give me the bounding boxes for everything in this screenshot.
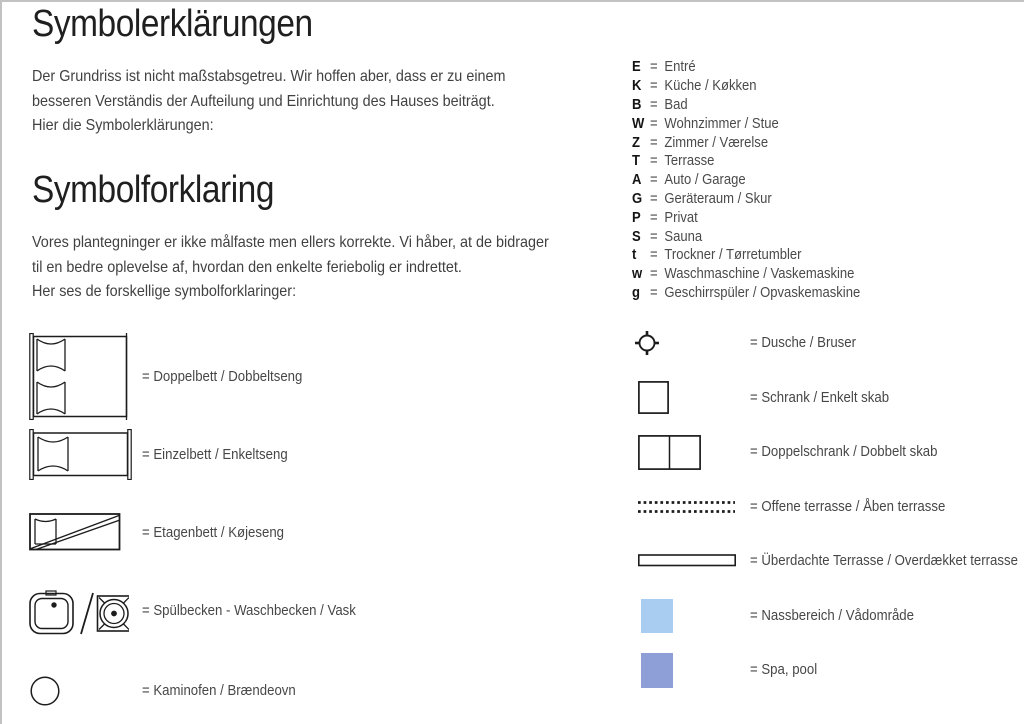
letter-key: E [632,59,641,76]
symbol-label: = Offene terrasse / Åben terrasse [750,498,946,515]
letter-key: P [632,209,641,226]
double-cabinet-icon [638,435,701,470]
equals-sign: = [650,134,658,151]
symbol-label: = Doppelbett / Dobbeltseng [142,368,303,385]
letter-key: K [632,78,642,95]
letter-key: S [632,228,641,245]
equals-sign: = [650,209,658,226]
single-bed-icon [29,429,132,480]
sink-washbasin-icon [29,588,129,638]
letter-definition: Bad [664,96,688,113]
german-intro-line: besseren Verständis der Aufteilung und Einrichtung des Hauses beiträgt. [32,92,495,110]
danish-intro-line: til en bedre oplevelse af, hvordan den enkelte feriebolig er indrettet. [32,258,462,276]
covered-terrace-icon [638,554,736,567]
symbol-label: = Dusche / Bruser [750,334,857,351]
german-intro [32,65,506,139]
letter-definition: Geräteraum / Skur [664,190,772,207]
letter-definition: Privat [664,209,698,226]
danish-intro-line: Her ses de forskellige symbolforklaringer: [32,283,297,300]
letter-key: t [632,247,637,264]
single-cabinet-icon [638,381,669,414]
symbol-label: = Nassbereich / Vådområde [750,607,914,624]
symbol-label: = Spülbecken - Waschbecken / Vask [142,602,356,619]
equals-sign: = [650,153,658,170]
equals-sign: = [650,247,658,264]
letter-key: g [632,284,640,301]
equals-sign: = [650,96,658,113]
letter-key: G [632,190,643,207]
symbol-label: = Spa, pool [750,661,818,678]
letter-definition: Auto / Garage [664,172,746,189]
double-bed-icon [29,333,130,420]
shower-icon [630,326,664,360]
symbol-label: = Etagenbett / Køjeseng [142,524,285,541]
symbol-label: = Überdachte Terrasse / Overdækket terrasse [750,552,1018,569]
letter-definition: Sauna [664,228,703,245]
symbol-label: = Kaminofen / Brændeovn [142,682,296,699]
equals-sign: = [650,228,658,245]
letter-key: A [632,172,642,189]
letter-definition: Trockner / Tørretumbler [664,247,802,264]
equals-sign: = [650,284,658,301]
open-terrace-icon [638,499,735,515]
letter-definition: Entré [664,59,696,76]
letter-key: Z [632,134,640,151]
german-intro-line: Der Grundriss ist nicht maßstabsgetreu. Wir hoffen aber, dass er zu einem [32,68,506,85]
equals-sign: = [650,115,658,132]
letter-definition: Geschirrspüler / Opvaskemaskine [664,284,861,301]
danish-title: Symbolforklaring [32,169,274,211]
equals-sign: = [650,172,658,189]
bunk-bed-icon [29,513,121,551]
letter-definition: Terrasse [664,153,715,170]
equals-sign: = [650,78,658,95]
symbol-label: = Einzelbett / Enkeltseng [142,446,288,463]
danish-intro-line: Vores plantegninger er ikke målfaste men ellers korrekte. Vi håber, at de bidrager [32,234,549,251]
danish-intro [32,231,549,305]
letter-key: w [632,266,643,283]
wet-area-swatch [641,599,673,633]
letter-definition: Küche / Køkken [664,78,757,95]
letter-key: T [632,153,640,170]
equals-sign: = [650,59,658,76]
letter-definition: Zimmer / Værelse [664,134,769,151]
letter-legend [632,58,860,302]
letter-definition: Wohnzimmer / Stue [664,115,779,132]
symbol-label: = Doppelschrank / Dobbelt skab [750,443,938,460]
equals-sign: = [650,266,658,283]
letter-key: W [632,115,645,132]
letter-definition: Waschmaschine / Vaskemaskine [664,266,855,283]
german-title: Symbolerklärungen [32,3,313,45]
spa-pool-swatch [641,653,673,688]
symbol-label: = Schrank / Enkelt skab [750,389,890,406]
equals-sign: = [650,190,658,207]
german-intro-line: Hier die Symbolerklärungen: [32,117,214,134]
letter-key: B [632,96,642,113]
wood-stove-icon [30,676,60,706]
